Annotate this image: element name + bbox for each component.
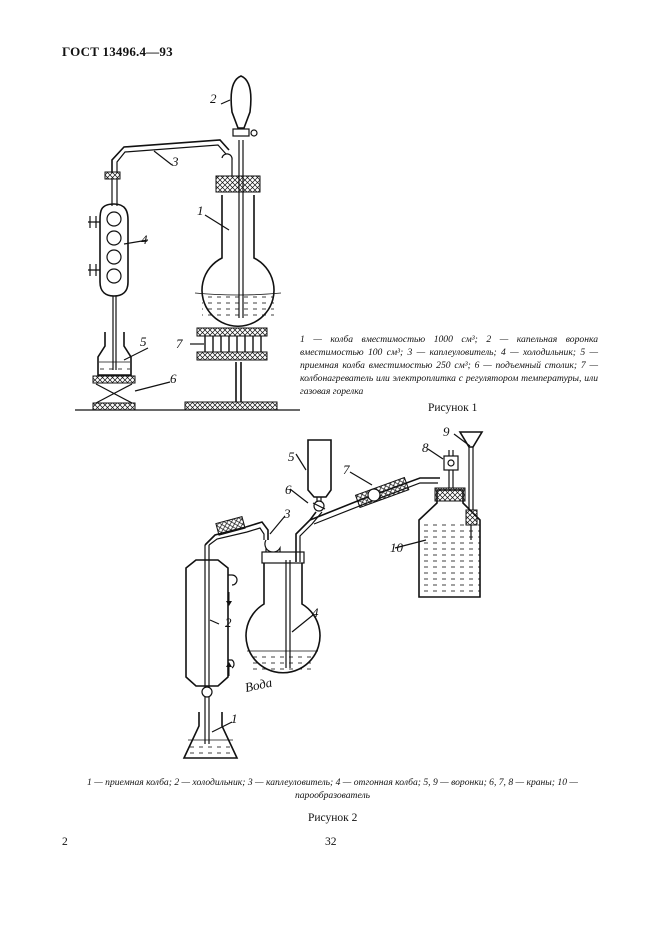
- fig1-label-7: 7: [176, 336, 183, 351]
- figure1-caption: 1 — колба вместимостью 1000 см³; 2 — капельная воронка вместимостью 100 см³; 3 — каплеуловитель; 4 — холодильник; 5 — приемная колба вместимостью 250 см³; 6 — подъемный столик; 7 — колбонагреватель или электроплитка с регулятором температуры, или газовая горелка: [300, 334, 598, 397]
- figure2-labels: [225, 424, 450, 726]
- fig2-label-4: 4: [312, 605, 319, 620]
- figure2-drawing: [184, 432, 482, 758]
- figure1-drawing: [75, 76, 300, 410]
- figure1-title: Рисунок 1: [428, 402, 478, 414]
- figure2-title: Рисунок 2: [308, 812, 358, 824]
- fig1-label-4: 4: [141, 232, 148, 247]
- fig2-label-6: 6: [285, 482, 292, 497]
- fig1-label-3: 3: [172, 154, 179, 169]
- fig1-label-1: 1: [197, 203, 204, 218]
- document-header: ГОСТ 13496.4—93: [62, 44, 173, 59]
- fig2-label-3: 3: [284, 506, 291, 521]
- water-label: Вода: [243, 674, 274, 695]
- page-number-left: 2: [62, 836, 68, 848]
- fig1-label-6: 6: [170, 371, 177, 386]
- fig2-label-8: 8: [422, 440, 429, 455]
- fig2-label-10: 10: [390, 540, 403, 555]
- fig1-label-5: 5: [140, 334, 147, 349]
- fig2-label-5: 5: [288, 449, 295, 464]
- fig1-label-2: 2: [210, 91, 217, 106]
- page-number-center: 32: [325, 836, 337, 848]
- fig2-label-7: 7: [343, 462, 350, 477]
- fig2-label-1: 1: [231, 711, 238, 726]
- figure2-caption: 1 — приемная колба; 2 — холодильник; 3 — каплеуловитель; 4 — отгонная колба; 5, 9 — воронки; 6, 7, 8 — краны; 10 — парообразователь: [87, 777, 578, 801]
- fig2-label-9: 9: [443, 424, 450, 439]
- fig2-label-2: 2: [225, 615, 232, 630]
